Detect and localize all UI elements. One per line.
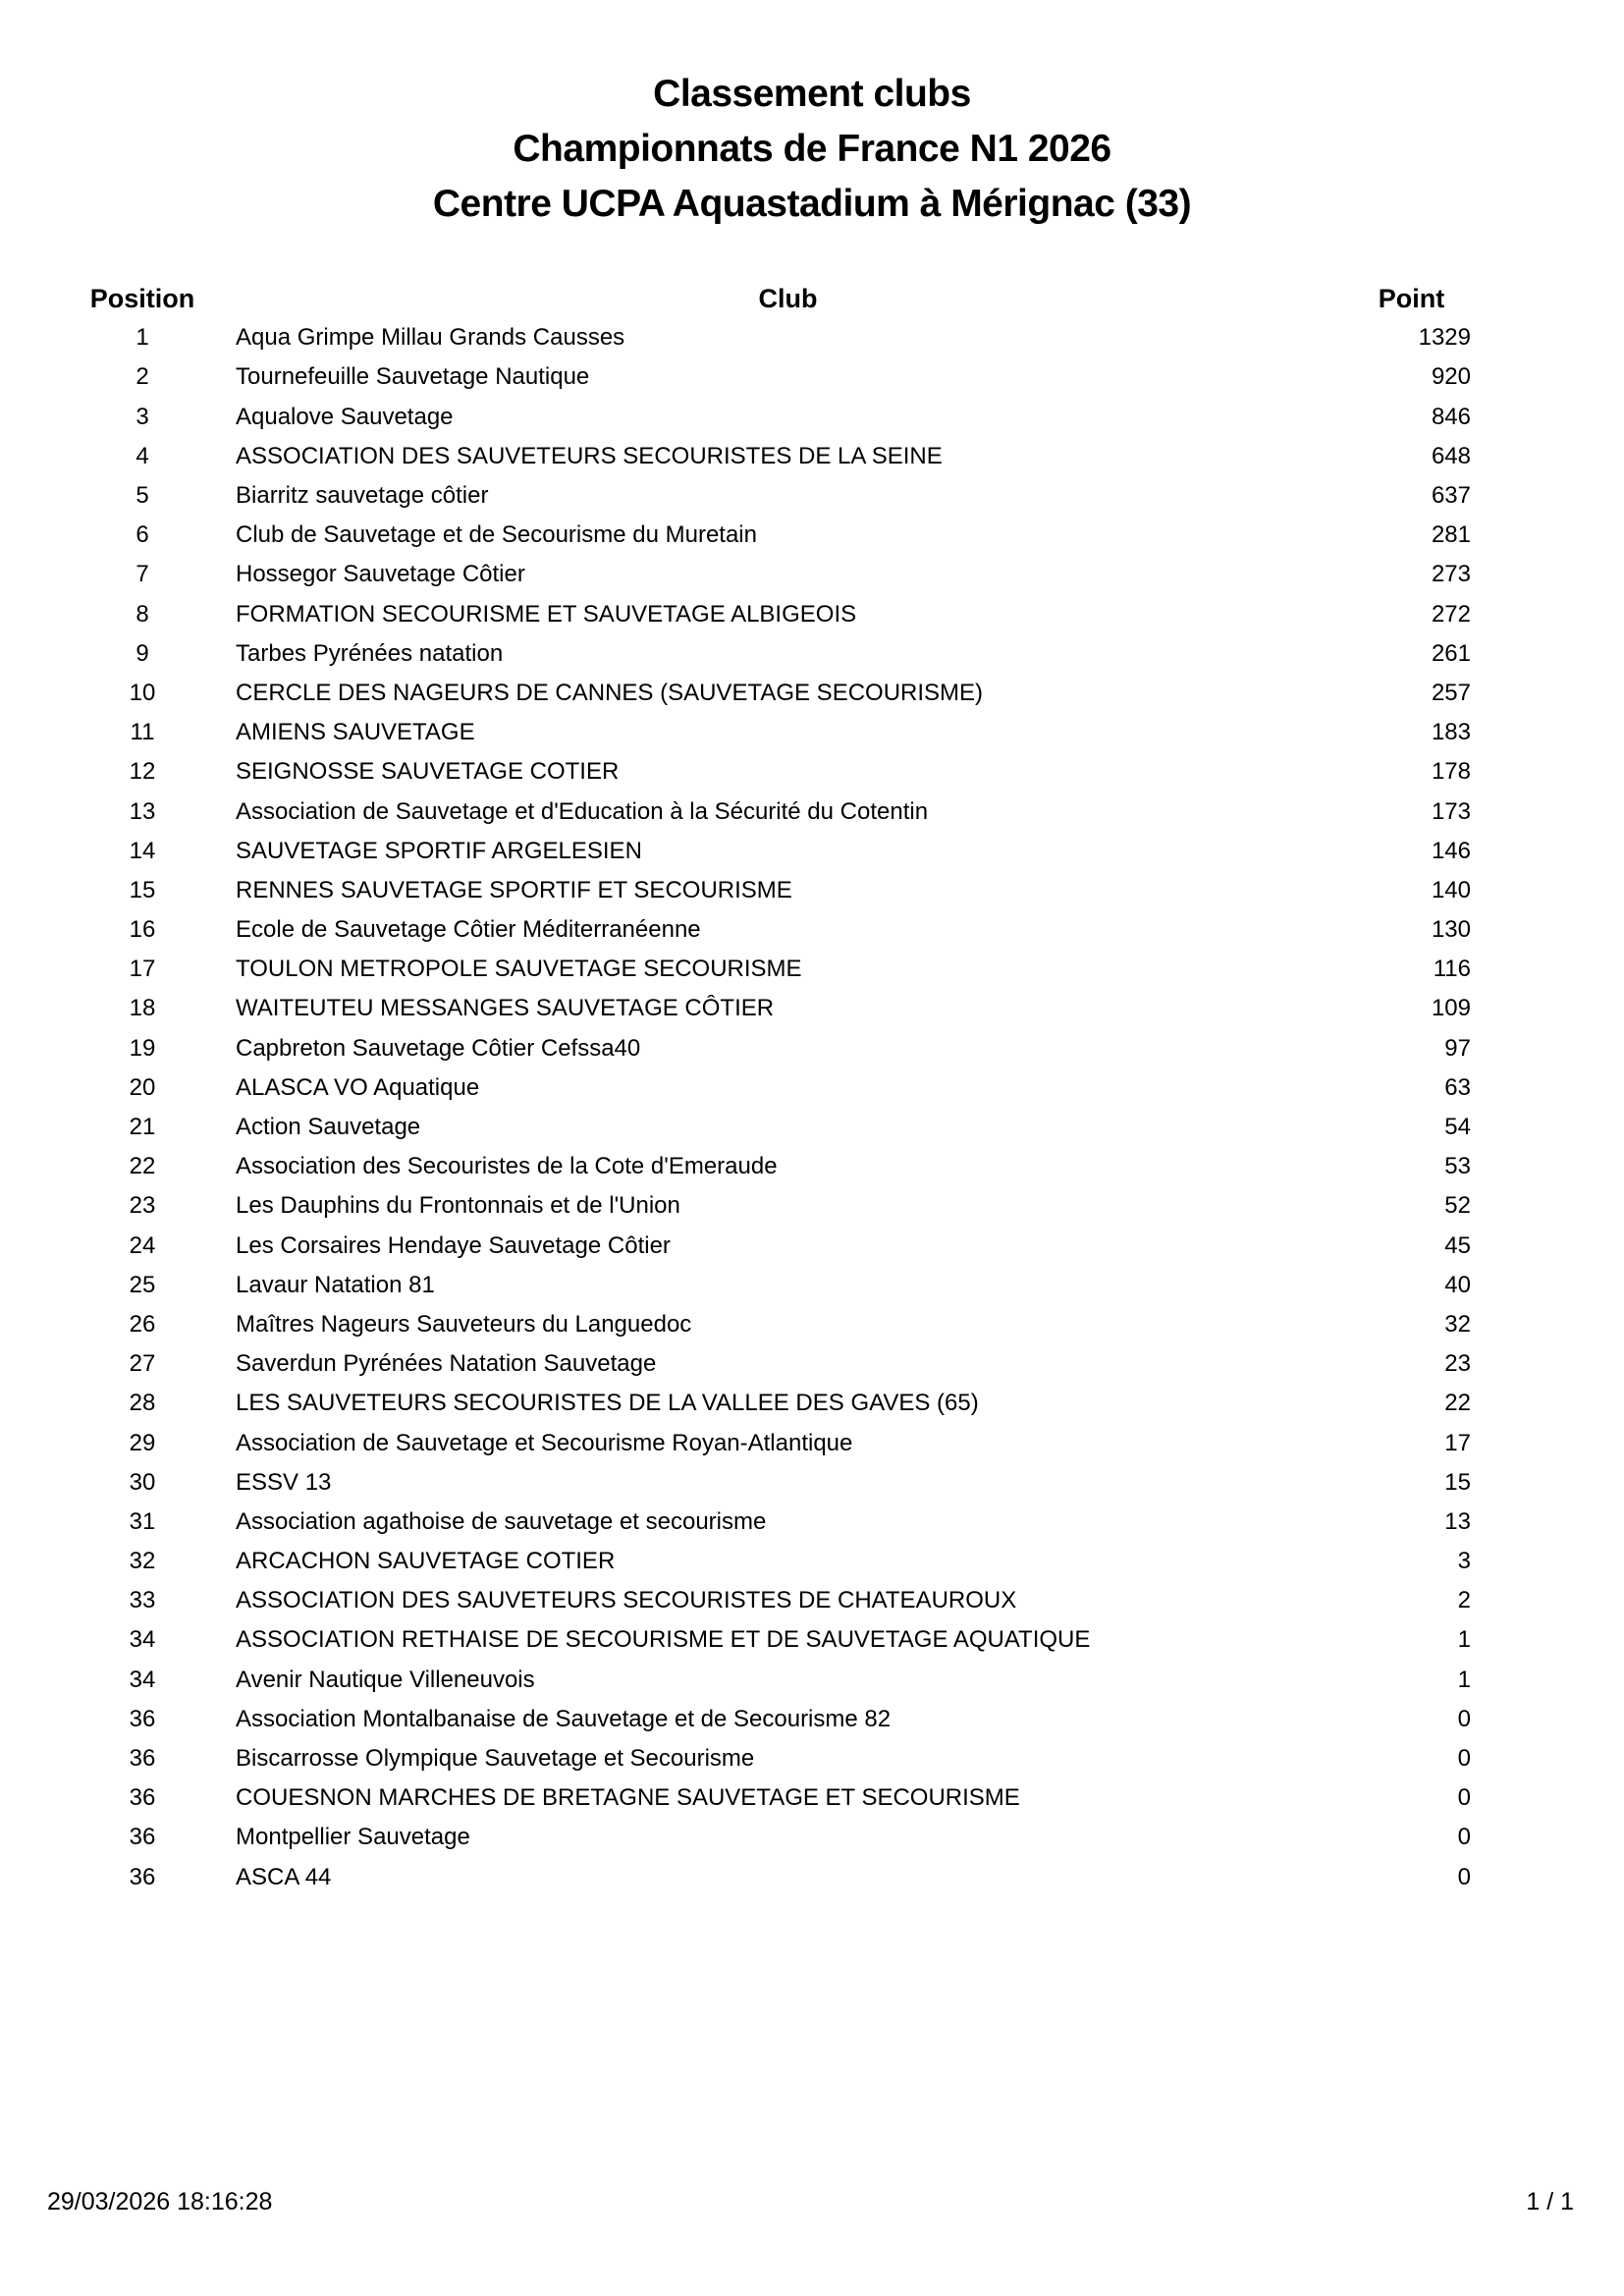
row-club-name: Saverdun Pyrénées Natation Sauvetage	[236, 1350, 657, 1378]
row-position: 15	[129, 876, 156, 903]
row-point: 1	[1457, 1666, 1471, 1693]
row-point: 273	[1431, 561, 1471, 588]
row-club-name: Avenir Nautique Villeneuvois	[236, 1666, 535, 1693]
row-club-name: LES SAUVETEURS SECOURISTES DE LA VALLEE DES GAVES (65)	[236, 1390, 979, 1417]
row-point: 0	[1457, 1745, 1471, 1773]
row-club-name: Aqua Grimpe Millau Grands Causses	[236, 324, 625, 352]
table-row	[59, 989, 1473, 1028]
table-row	[59, 595, 1473, 634]
row-point: 272	[1431, 600, 1471, 628]
title-line-2: Championnats de France N1 2026	[513, 128, 1111, 170]
row-position: 24	[129, 1231, 156, 1259]
row-club-name: Association Montalbanaise de Sauvetage et de Secourisme 82	[236, 1705, 892, 1732]
row-point: 45	[1444, 1231, 1471, 1259]
row-position: 19	[129, 1034, 156, 1062]
row-club-name: ASSOCIATION RETHAISE DE SECOURISME ET DE SAUVETAGE AQUATIQUE	[236, 1626, 1091, 1654]
table-row	[59, 1423, 1473, 1462]
table-row	[59, 1108, 1473, 1147]
row-position: 22	[129, 1153, 156, 1180]
row-point: 1	[1457, 1626, 1471, 1654]
row-club-name: Hossegor Sauvetage Côtier	[236, 561, 525, 588]
row-point: 63	[1444, 1073, 1471, 1101]
column-header-point: Point	[1378, 283, 1445, 313]
table-row	[59, 713, 1473, 752]
row-position: 5	[135, 482, 149, 510]
row-club-name: Club de Sauvetage et de Secourisme du Muretain	[236, 521, 757, 549]
row-position: 36	[129, 1784, 156, 1812]
club-ranking-table	[59, 279, 1473, 1897]
row-position: 7	[135, 561, 149, 588]
row-point: 920	[1431, 363, 1471, 391]
table-row	[59, 1463, 1473, 1503]
table-header-row	[59, 279, 1473, 318]
row-position: 27	[129, 1350, 156, 1378]
row-position: 36	[129, 1745, 156, 1773]
table-row	[59, 476, 1473, 516]
print-datetime: 29/03/2026 18:16:28	[47, 2188, 273, 2215]
row-club-name: Association de Sauvetage et Secourisme Royan-Atlantique	[236, 1429, 853, 1456]
table-row	[59, 1384, 1473, 1423]
table-row	[59, 1266, 1473, 1305]
column-header-position: Position	[89, 283, 195, 313]
table-row	[59, 1029, 1473, 1068]
row-position: 33	[129, 1587, 156, 1614]
row-position: 17	[129, 956, 156, 983]
table-row	[59, 1581, 1473, 1620]
page-footer	[47, 2188, 1574, 2216]
row-point: 146	[1431, 837, 1471, 864]
row-position: 10	[129, 679, 156, 706]
row-position: 13	[129, 797, 156, 825]
row-club-name: Lavaur Natation 81	[236, 1271, 435, 1298]
row-point: 2	[1457, 1587, 1471, 1614]
row-club-name: SEIGNOSSE SAUVETAGE COTIER	[236, 758, 620, 786]
table-row	[59, 634, 1473, 674]
row-position: 3	[135, 403, 149, 430]
row-club-name: Association agathoise de sauvetage et secourisme	[236, 1507, 767, 1535]
row-point: 183	[1431, 719, 1471, 746]
row-position: 32	[129, 1548, 156, 1575]
row-club-name: ARCACHON SAUVETAGE COTIER	[236, 1548, 616, 1575]
row-position: 21	[129, 1114, 156, 1141]
table-row	[59, 832, 1473, 871]
row-position: 23	[129, 1192, 156, 1220]
table-row	[59, 318, 1473, 357]
row-club-name: Les Corsaires Hendaye Sauvetage Côtier	[236, 1231, 671, 1259]
row-position: 6	[135, 521, 149, 549]
row-point: 173	[1431, 797, 1471, 825]
row-position: 34	[129, 1666, 156, 1693]
row-position: 28	[129, 1390, 156, 1417]
row-position: 18	[129, 995, 156, 1022]
table-row	[59, 1503, 1473, 1542]
table-row	[59, 1739, 1473, 1778]
table-row	[59, 871, 1473, 910]
row-point: 1329	[1418, 324, 1471, 352]
row-point: 116	[1433, 956, 1471, 983]
row-club-name: ASSOCIATION DES SAUVETEURS SECOURISTES DE CHATEAUROUX	[236, 1587, 1017, 1614]
row-point: 648	[1431, 442, 1471, 469]
row-position: 16	[129, 916, 156, 944]
row-position: 31	[129, 1507, 156, 1535]
row-club-name: Association de Sauvetage et d'Education à la Sécurité du Cotentin	[236, 797, 929, 825]
table-row	[59, 1818, 1473, 1857]
table-row	[59, 437, 1473, 476]
row-point: 261	[1431, 639, 1471, 667]
row-position: 12	[129, 758, 156, 786]
table-row	[59, 398, 1473, 437]
row-club-name: Tarbes Pyrénées natation	[236, 639, 504, 667]
row-point: 178	[1431, 758, 1471, 786]
row-position: 34	[129, 1626, 156, 1654]
row-point: 22	[1444, 1390, 1471, 1417]
table-row	[59, 516, 1473, 555]
row-club-name: ALASCA VO Aquatique	[236, 1073, 480, 1101]
row-club-name: AMIENS SAUVETAGE	[236, 719, 475, 746]
row-point: 846	[1431, 403, 1471, 430]
row-position: 30	[129, 1468, 156, 1496]
row-point: 17	[1444, 1429, 1471, 1456]
table-row	[59, 1227, 1473, 1266]
column-header-club: Club	[758, 283, 818, 313]
table-row	[59, 752, 1473, 792]
row-position: 36	[129, 1863, 156, 1890]
table-row	[59, 674, 1473, 713]
row-club-name: Biscarrosse Olympique Sauvetage et Secourisme	[236, 1745, 755, 1773]
table-row	[59, 1068, 1473, 1108]
row-point: 109	[1431, 995, 1471, 1022]
row-point: 52	[1444, 1192, 1471, 1220]
row-club-name: Action Sauvetage	[236, 1114, 421, 1141]
row-point: 40	[1444, 1271, 1471, 1298]
row-point: 0	[1457, 1863, 1471, 1890]
row-position: 36	[129, 1705, 156, 1732]
row-point: 97	[1444, 1034, 1471, 1062]
table-row	[59, 1186, 1473, 1226]
row-club-name: TOULON METROPOLE SAUVETAGE SECOURISME	[236, 956, 802, 983]
table-row	[59, 555, 1473, 594]
row-position: 11	[130, 719, 155, 746]
table-row	[59, 1620, 1473, 1660]
row-club-name: Capbreton Sauvetage Côtier Cefssa40	[236, 1034, 641, 1062]
row-club-name: Ecole de Sauvetage Côtier Méditerranéenne	[236, 916, 701, 944]
row-point: 13	[1444, 1507, 1471, 1535]
row-club-name: CERCLE DES NAGEURS DE CANNES (SAUVETAGE SECOURISME)	[236, 679, 984, 706]
table-row	[59, 1542, 1473, 1581]
table-row	[59, 1700, 1473, 1739]
row-position: 29	[129, 1429, 156, 1456]
table-row	[59, 1858, 1473, 1897]
row-point: 53	[1444, 1153, 1471, 1180]
row-point: 257	[1431, 679, 1471, 706]
row-position: 14	[129, 837, 156, 864]
row-point: 0	[1457, 1784, 1471, 1812]
row-point: 54	[1444, 1114, 1471, 1141]
page-number: 1 / 1	[1526, 2188, 1574, 2215]
table-row	[59, 1778, 1473, 1818]
row-club-name: Montpellier Sauvetage	[236, 1824, 470, 1851]
row-club-name: Maîtres Nageurs Sauveteurs du Languedoc	[236, 1310, 692, 1338]
row-club-name: RENNES SAUVETAGE SPORTIF ET SECOURISME	[236, 876, 792, 903]
row-point: 3	[1457, 1548, 1471, 1575]
row-position: 25	[129, 1271, 156, 1298]
row-position: 9	[135, 639, 149, 667]
row-club-name: SAUVETAGE SPORTIF ARGELESIEN	[236, 837, 642, 864]
table-row	[59, 1147, 1473, 1186]
table-row	[59, 1344, 1473, 1384]
document-title	[0, 0, 1624, 232]
title-line-1: Classement clubs	[653, 73, 971, 115]
row-club-name: ASSOCIATION DES SAUVETEURS SECOURISTES DE LA SEINE	[236, 442, 943, 469]
row-club-name: Association des Secouristes de la Cote d'Emeraude	[236, 1153, 778, 1180]
row-point: 32	[1444, 1310, 1471, 1338]
table-row	[59, 910, 1473, 950]
row-position: 1	[135, 324, 149, 352]
row-club-name: FORMATION SECOURISME ET SAUVETAGE ALBIGEOIS	[236, 600, 857, 628]
row-club-name: Aqualove Sauvetage	[236, 403, 454, 430]
row-point: 0	[1457, 1705, 1471, 1732]
row-club-name: WAITEUTEU MESSANGES SAUVETAGE CÔTIER	[236, 995, 775, 1022]
row-position: 4	[135, 442, 149, 469]
row-position: 8	[135, 600, 149, 628]
row-point: 281	[1431, 521, 1471, 549]
row-club-name: Tournefeuille Sauvetage Nautique	[236, 363, 590, 391]
row-club-name: Biarritz sauvetage côtier	[236, 482, 489, 510]
row-point: 0	[1457, 1824, 1471, 1851]
row-club-name: ESSV 13	[236, 1468, 332, 1496]
row-point: 23	[1444, 1350, 1471, 1378]
row-point: 130	[1431, 916, 1471, 944]
table-body	[59, 318, 1473, 1897]
row-position: 36	[129, 1824, 156, 1851]
row-point: 637	[1431, 482, 1471, 510]
row-point: 140	[1431, 876, 1471, 903]
row-point: 15	[1444, 1468, 1471, 1496]
table-row	[59, 792, 1473, 831]
row-position: 20	[129, 1073, 156, 1101]
table-row	[59, 357, 1473, 397]
table-row	[59, 1305, 1473, 1344]
row-position: 2	[135, 363, 149, 391]
row-club-name: ASCA 44	[236, 1863, 332, 1890]
row-position: 26	[129, 1310, 156, 1338]
table-row	[59, 1661, 1473, 1700]
row-club-name: COUESNON MARCHES DE BRETAGNE SAUVETAGE ET SECOURISME	[236, 1784, 1020, 1812]
row-club-name: Les Dauphins du Frontonnais et de l'Union	[236, 1192, 680, 1220]
title-line-3: Centre UCPA Aquastadium à Mérignac (33)	[432, 183, 1192, 225]
table-row	[59, 950, 1473, 989]
